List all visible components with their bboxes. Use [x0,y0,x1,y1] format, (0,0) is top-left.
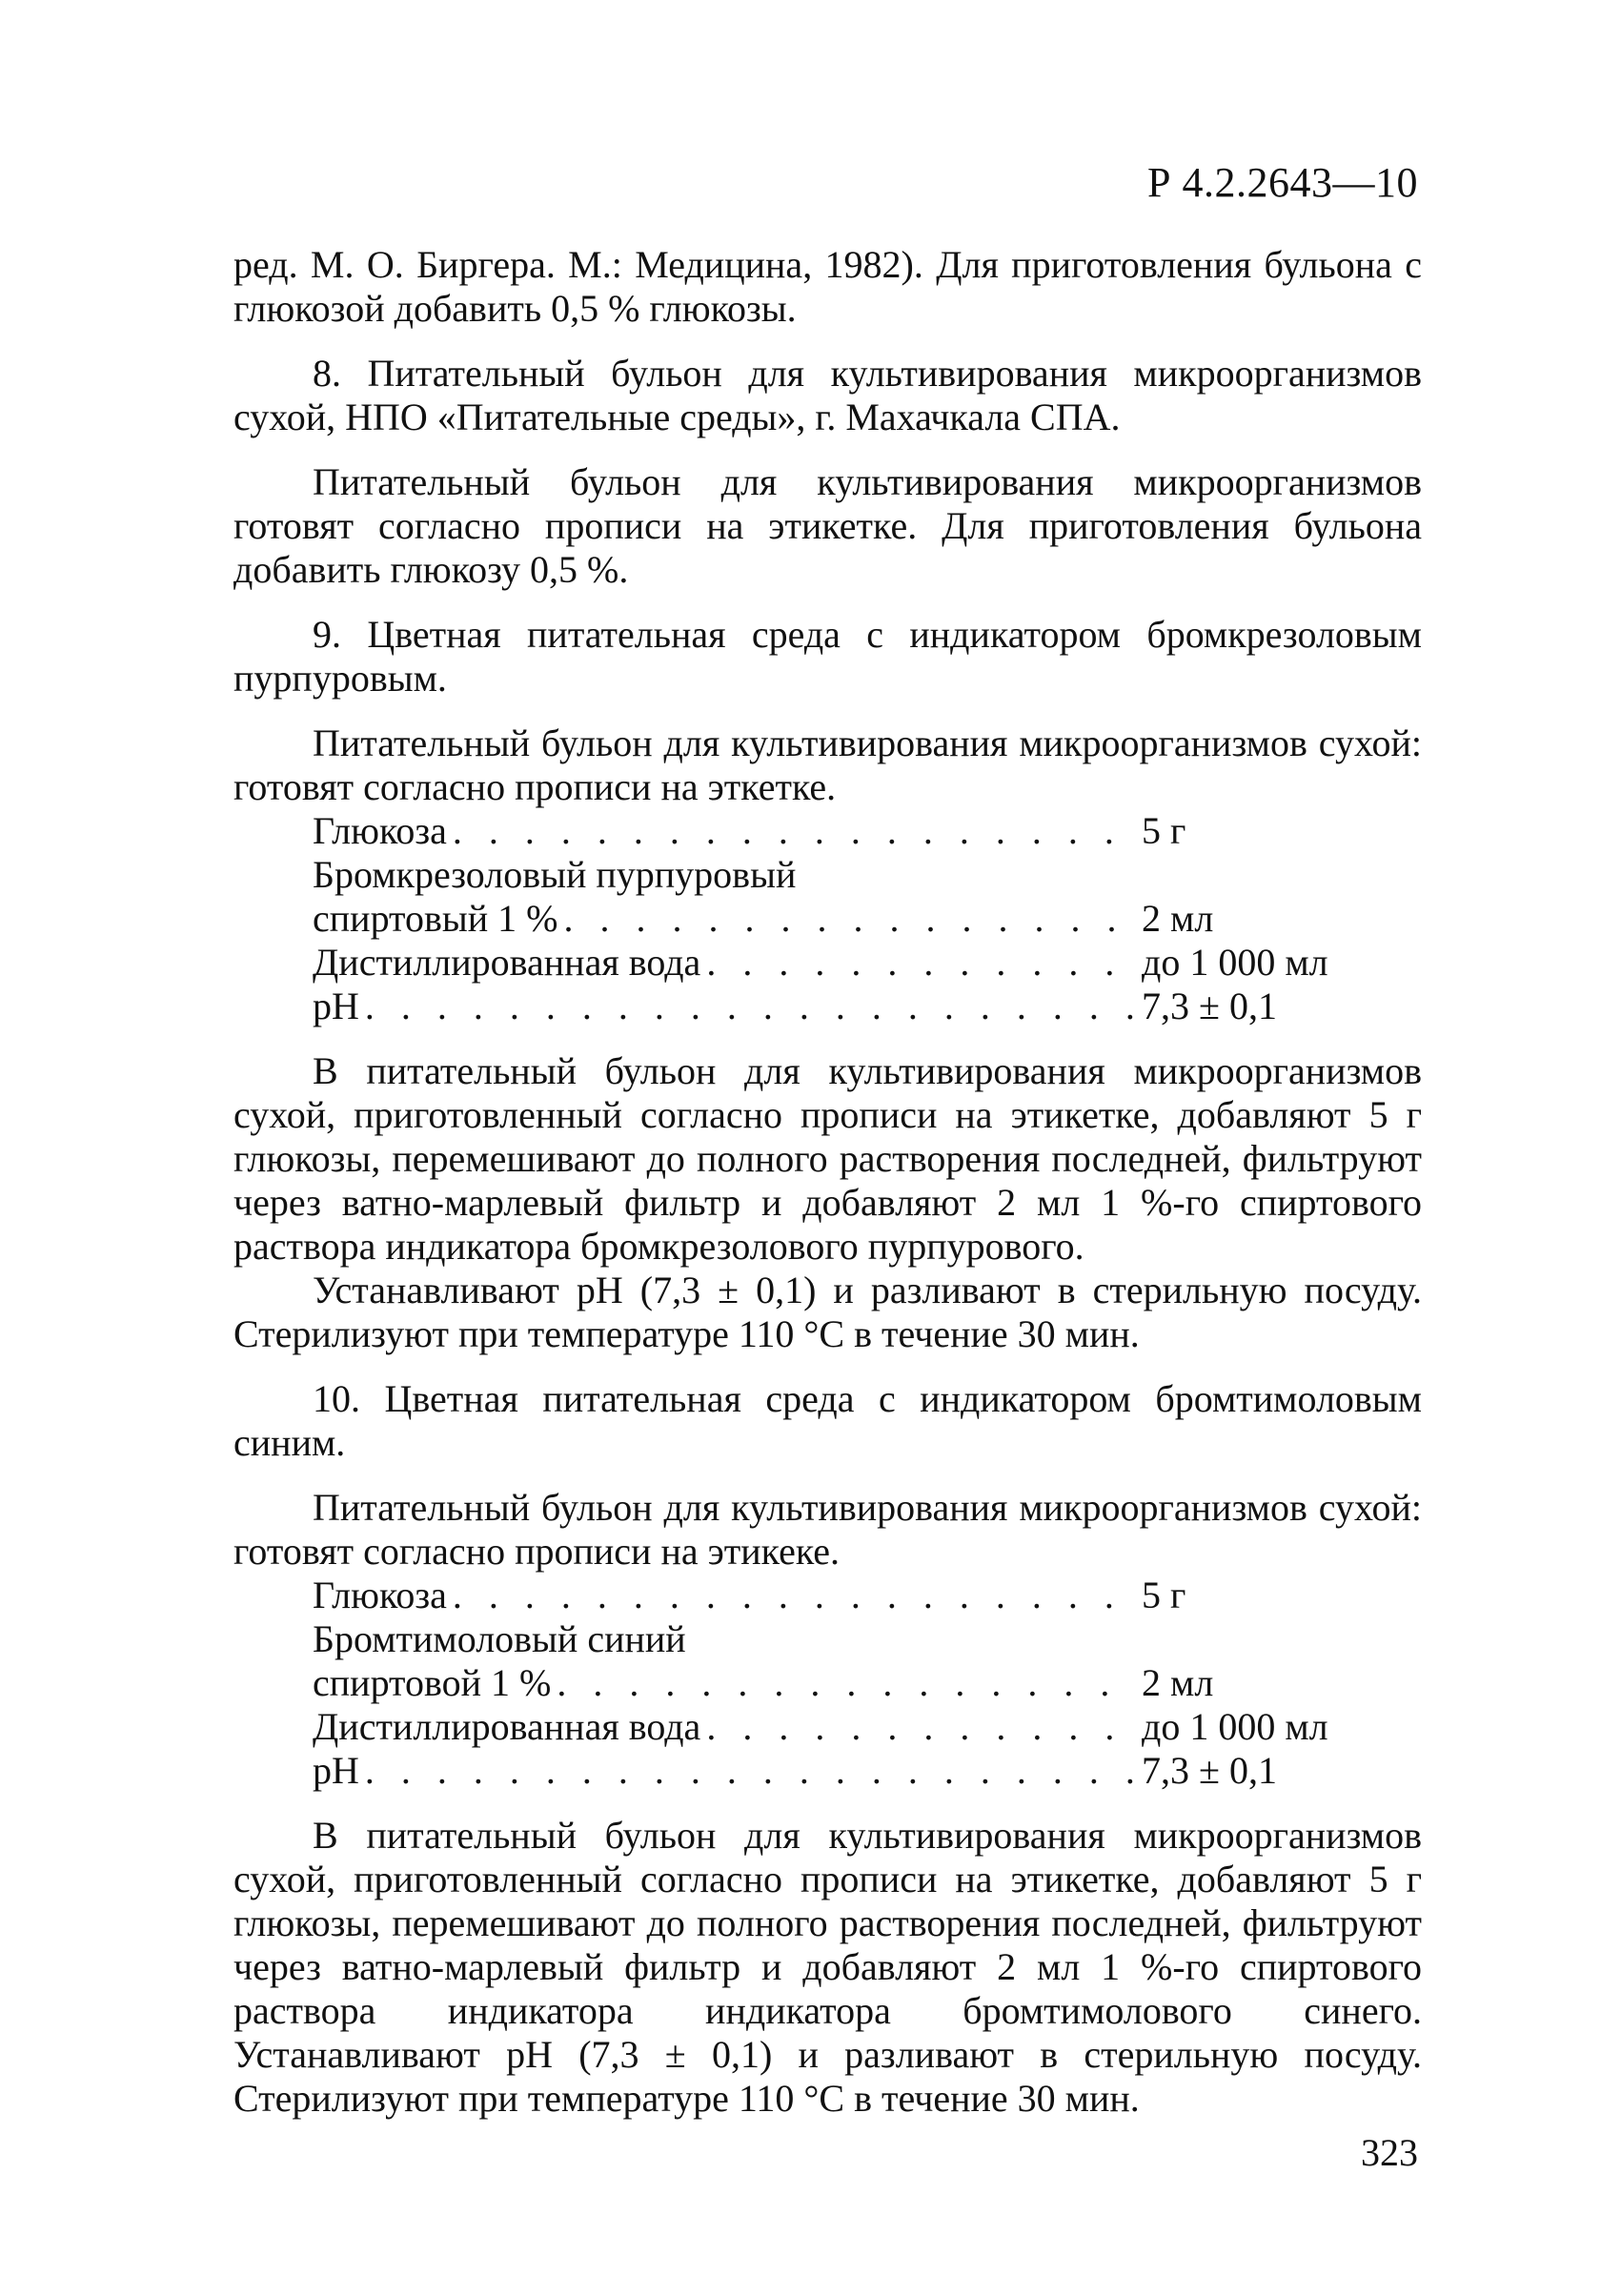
paragraph-item-10-heading: 10. Цветная питательная среда с индикатором бромтимоловым синим. [233,1377,1422,1464]
ingredient-name: Глюкоза [313,1574,447,1616]
recipe-row-glucose [313,1574,1361,1617]
recipe-row-glucose [313,809,1361,853]
ingredient-name: Дистиллированная вода [313,1705,701,1748]
dot-leader [365,1749,1136,1793]
paragraph-item-9-intro: Питательный бульон для культивирования микроорганизмов сухой: готовят согласно прописи на эткетке. [233,721,1422,808]
paragraph-item-10-intro: Питательный бульон для культивирования микроорганизмов сухой: готовят согласно прописи на этикеке. [233,1486,1422,1573]
dot-leader [453,1574,1136,1617]
ingredient-name-line: Бромкрезоловый пурпуровый [313,853,797,896]
dot-leader [453,809,1136,853]
ingredient-name-line: Бромтимоловый синий [313,1617,686,1660]
dot-leader [706,1705,1136,1749]
ingredient-amount: 5 г [1142,1574,1186,1616]
ingredient-name: Глюкоза [313,809,447,852]
dot-leader [563,897,1136,941]
ingredient-name: Дистиллированная вода [313,941,701,984]
ingredient-amount: 5 г [1142,809,1186,852]
recipe-row-indicator [313,897,1361,941]
ingredient-name: pH [313,985,359,1027]
ingredient-name: pH [313,1749,359,1792]
paragraph-item-9-sterilization: Устанавливают pH (7,3 ± 0,1) и разливают в стерильную посуду. Стерилизуют при температуре 110 °С в течение 30 мин. [233,1269,1422,1355]
recipe-row-water [313,1705,1361,1749]
ingredient-amount: до 1 000 мл [1142,1705,1328,1748]
ingredient-name: спиртовый 1 % [313,897,558,940]
document-code: Р 4.2.2643—10 [1147,159,1418,206]
recipe-row-ph [313,1749,1361,1793]
ingredient-amount: 2 мл [1142,897,1214,940]
paragraph-citation-continuation: ред. М. О. Биргера. М.: Медицина, 1982). Для приготовления бульона с глюкозой добавить 0,5 % глюкозы. [233,243,1422,330]
paragraph-item-10-procedure: В питательный бульон для культивирования микроорганизмов сухой, приготовленный согласно прописи на этикетке, добавляют 5 г глюкозы, перемешивают до полного растворения последней, фильтруют через ватно-марлевый фильтр и добавляют 2 мл 1 %-го спиртового раствора индикатора индикатора бромтимолового синего. Устанавливают pH (7,3 ± 0,1) и разливают в стерильную посуду. Стерилизуют при температуре 110 °С в течение 30 мин. [233,1814,1422,2120]
recipe-table-bromthymol [313,1574,1361,1793]
paragraph-item-9-procedure: В питательный бульон для культивирования микроорганизмов сухой, приготовленный согласно прописи на этикетке, добавляют 5 г глюкозы, перемешивают до полного растворения последней, фильтруют через ватно-марлевый фильтр и добавляют 2 мл 1 %-го спиртового раствора индикатора бромкрезолового пурпурового. [233,1049,1422,1268]
paragraph-broth-preparation: Питательный бульон для культивирования микроорганизмов готовят согласно прописи на этикетке. Для приготовления бульона добавить глюкозу 0,5 %. [233,460,1422,591]
dot-leader [706,941,1136,985]
paragraph-item-9-heading: 9. Цветная питательная среда с индикатором бромкрезоловым пурпуровым. [233,613,1422,700]
dot-leader [365,985,1136,1028]
ingredient-amount: 2 мл [1142,1661,1214,1704]
recipe-table-bromcresol [313,809,1361,1028]
paragraph-item-8: 8. Питательный бульон для культивирования микроорганизмов сухой, НПО «Питательные среды», г. Махачкала СПА. [233,352,1422,438]
ingredient-amount: 7,3 ± 0,1 [1142,1749,1277,1792]
page-number: 323 [1361,2131,1418,2174]
recipe-row-indicator [313,1661,1361,1705]
document-body [233,243,1422,2121]
ingredient-amount: 7,3 ± 0,1 [1142,985,1277,1027]
recipe-row-ph [313,985,1361,1028]
recipe-row-water [313,941,1361,985]
ingredient-amount: до 1 000 мл [1142,941,1328,984]
ingredient-name: спиртовой 1 % [313,1661,552,1704]
dot-leader [557,1661,1136,1705]
